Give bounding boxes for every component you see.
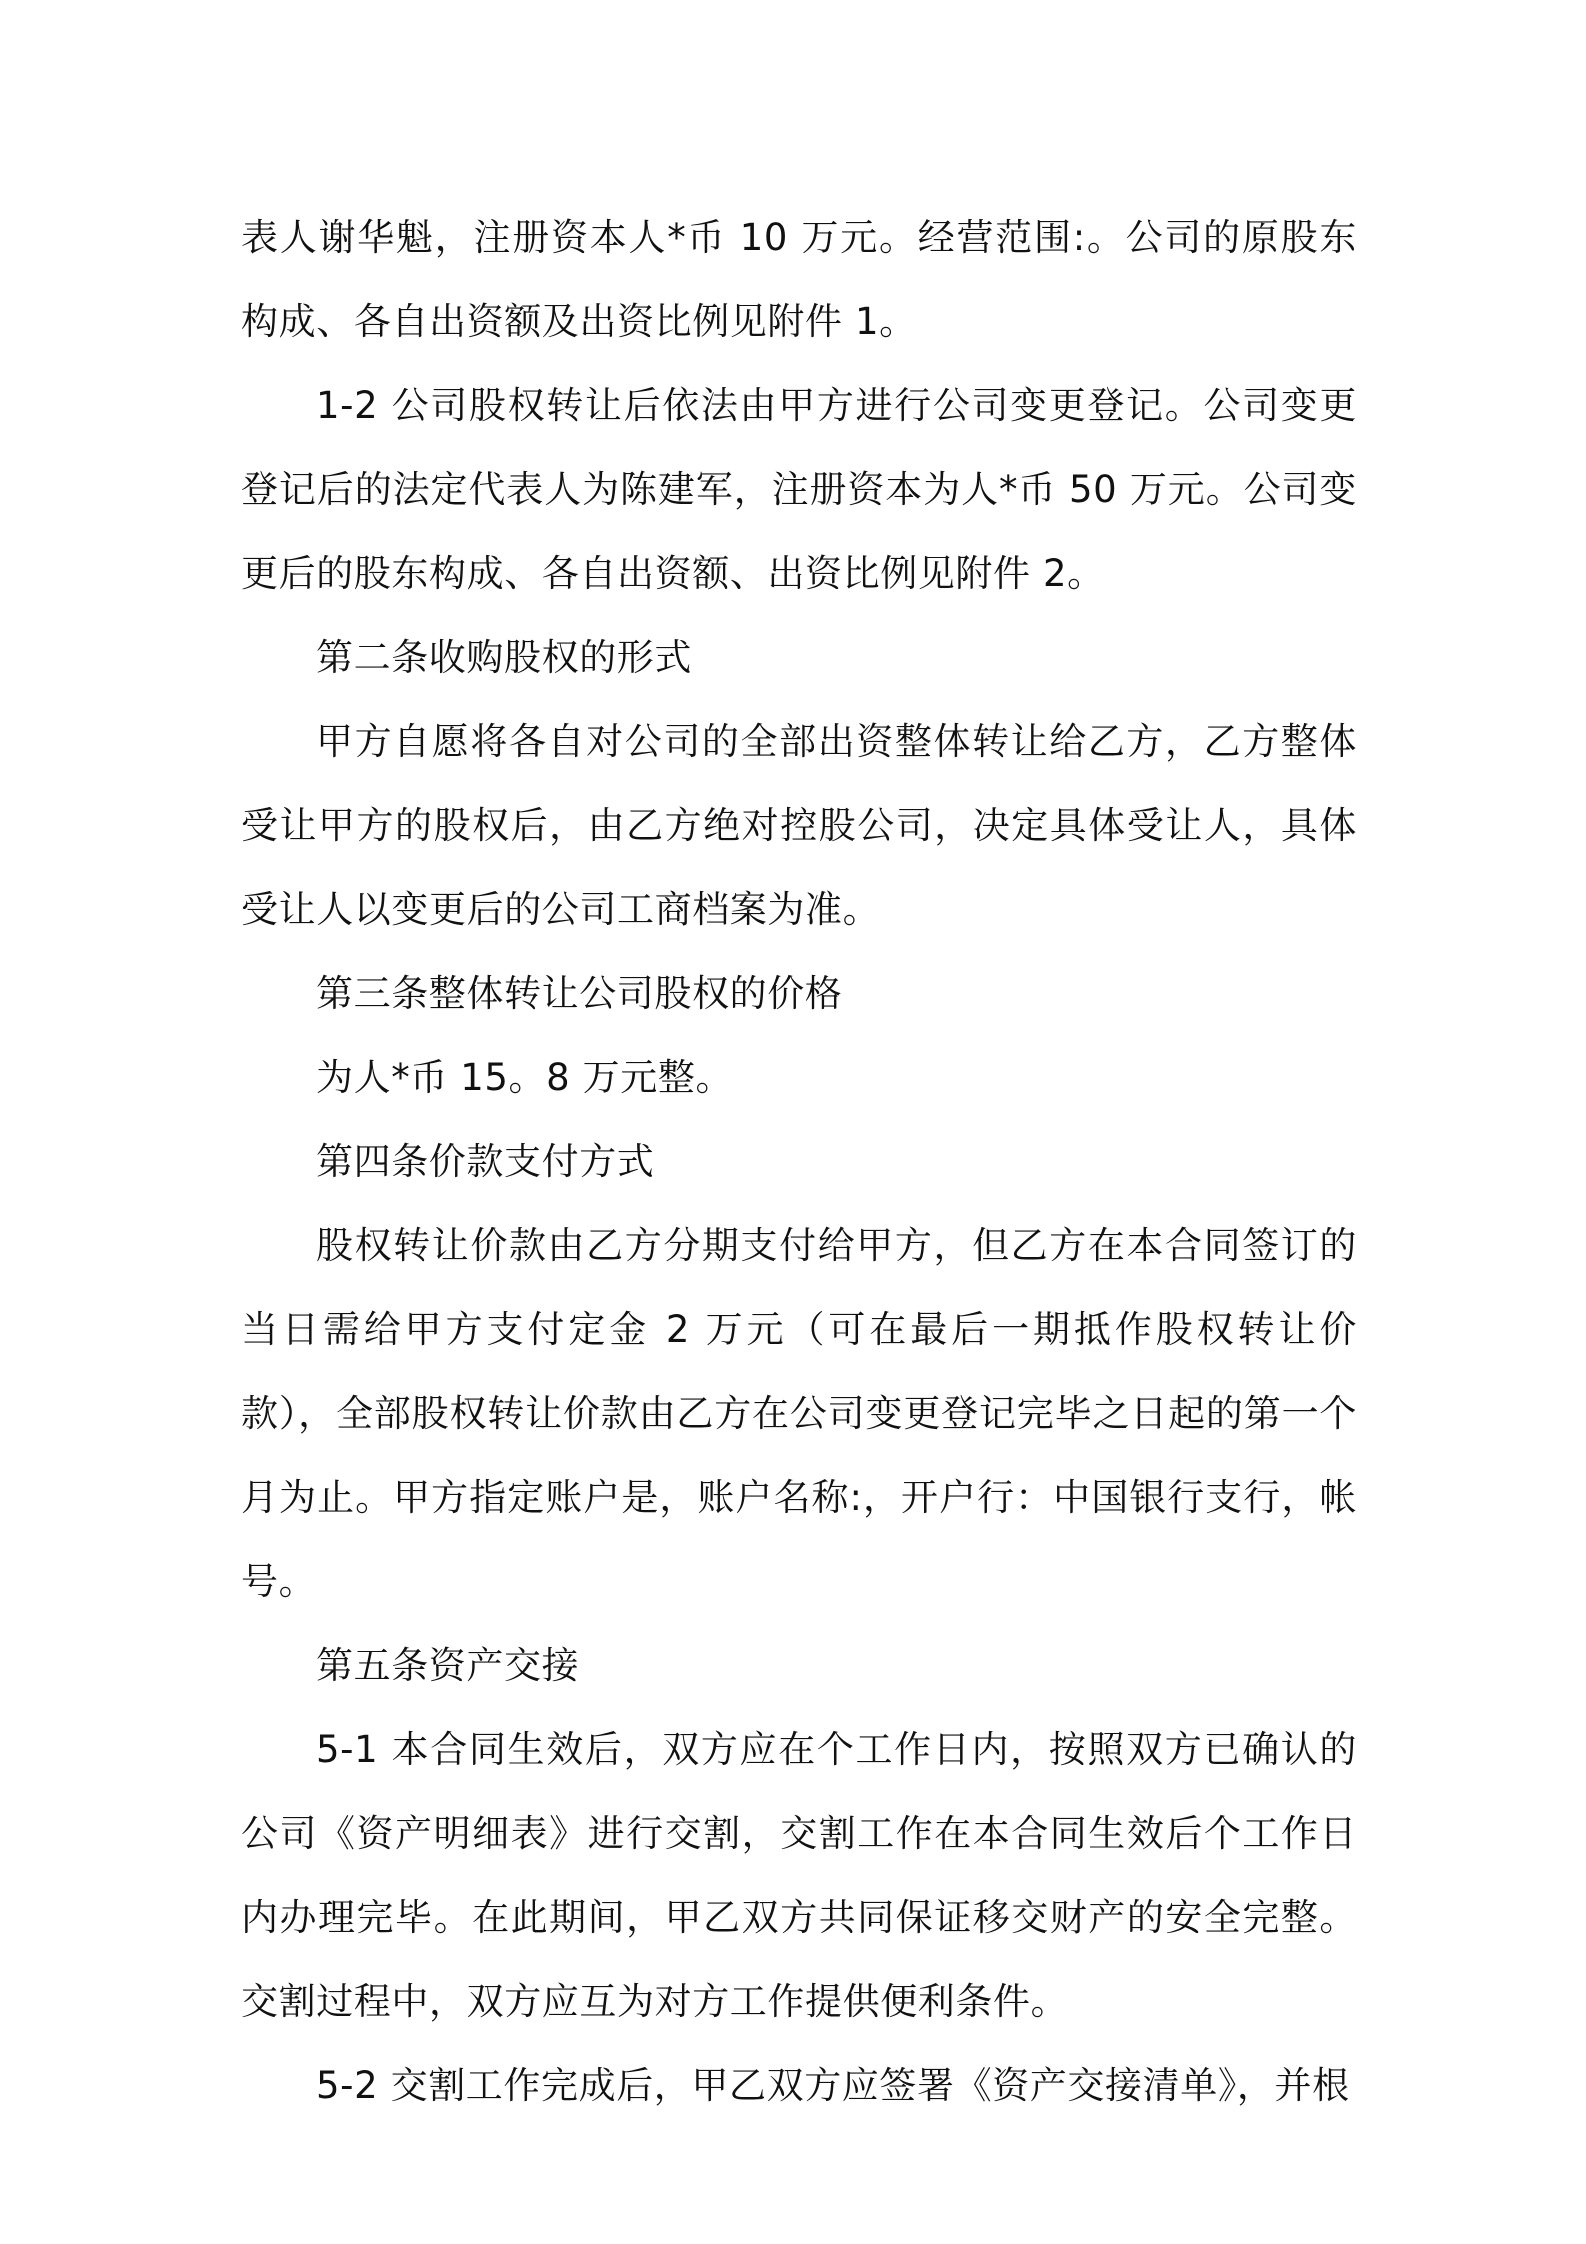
paragraph-5-1-handover: 5-1 本合同生效后，双方应在个工作日内，按照双方已确认的公司《资产明细表》进行交割，交割工作在本合同生效后个工作日内办理完毕。在此期间，甲乙双方共同保证移交财产的安全完整。交割过程中，双方应互为对方工作提供便利条件。 — [241, 1728, 1357, 2023]
paragraph-capital-and-scope: 表人谢华魁，注册资本人*币 10 万元。经营范围:。公司的原股东构成、各自出资额及出资比例见附件 1。 — [241, 216, 1357, 343]
article-4-heading: 第四条价款支付方式 — [316, 1140, 655, 1183]
paragraph-1-2-change-registration: 1-2 公司股权转让后依法由甲方进行公司变更登记。公司变更登记后的法定代表人为陈建军，注册资本为人*币 50 万元。公司变更后的股东构成、各自出资额、出资比例见附件 2。 — [241, 384, 1357, 595]
article-5-heading: 第五条资产交接 — [316, 1644, 580, 1687]
paragraph-article-4-body: 股权转让价款由乙方分期支付给甲方，但乙方在本合同签订的当日需给甲方支付定金 2 万元（可在最后一期抵作股权转让价款），全部股权转让价款由乙方在公司变更登记完毕之日起的第一个月为止。甲方指定账户是，账户名称:，开户行：中国银行支行，帐号。 — [241, 1224, 1357, 1603]
article-3-heading: 第三条整体转让公司股权的价格 — [316, 972, 843, 1015]
paragraph-article-3-body: 为人*币 15。8 万元整。 — [316, 1056, 734, 1099]
article-2-heading: 第二条收购股权的形式 — [316, 636, 692, 679]
document-body — [241, 196, 1357, 2128]
paragraph-5-2-handover-list: 5-2 交割工作完成后，甲乙双方应签署《资产交接清单》，并根 — [316, 2064, 1350, 2107]
paragraph-article-2-body: 甲方自愿将各自对公司的全部出资整体转让给乙方，乙方整体受让甲方的股权后，由乙方绝对控股公司，决定具体受让人，具体受让人以变更后的公司工商档案为准。 — [241, 720, 1357, 931]
